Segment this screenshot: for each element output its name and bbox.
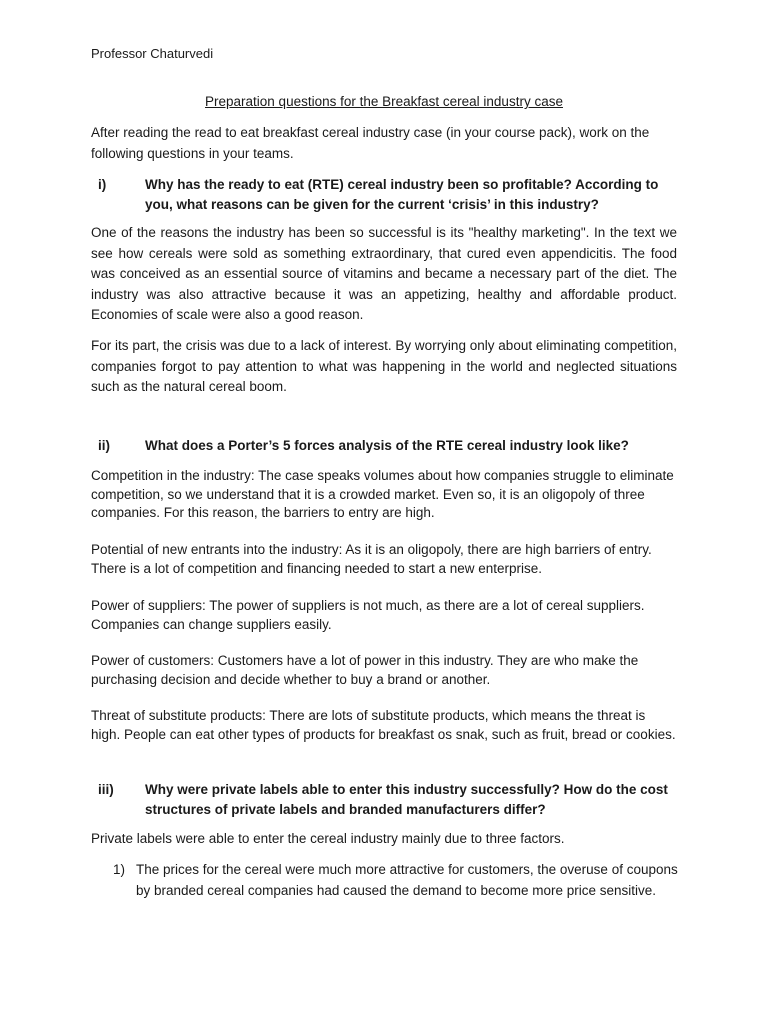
question-3 [98,780,678,820]
question-2-text: What does a Porter’s 5 forces analysis of the RTE cereal industry look like? [145,438,629,453]
list-item [113,859,678,901]
question-2-number: ii) [98,438,110,453]
porter-new-entrants: Potential of new entrants into the industry: As it is an oligopoly, there are high barriers of entry. There is a lot of competition and financing needed to start a new enterprise. [91,542,652,576]
intro-paragraph: After reading the read to eat breakfast cereal industry case (in your course pack), work on the following questions in your teams. [91,125,650,161]
answer-3-intro: Private labels were able to enter the cereal industry mainly due to three factors. [91,831,565,846]
porter-competition: Competition in the industry: The case speaks volumes about how companies struggle to eliminate competition, so we understand that it is a crowded market. Even so, it is an oligopoly of three companies. For this reason, the barriers to entry are high. [91,468,674,520]
porter-substitutes: Threat of substitute products: There are lots of substitute products, which means the threat is high. People can eat other types of products for breakfast os snak, such as fruit, bread or cookies. [91,708,676,742]
question-2 [98,436,678,456]
answer-1-paragraph-1: One of the reasons the industry has been so successful is its "healthy marketing". In the text we see how cereals were sold as something extraordinary, that cured even appendicitis. The food was conceived as an essential source of vitamins and became a necessary part of the diet. The industry was also attractive because it was an appetizing, healthy and affordable product. Economies of scale were also a good reason. [91,225,677,322]
answer-1-paragraph-2: For its part, the crisis was due to a lack of interest. By worrying only about eliminating competition, companies forgot to pay attention to what was happening in the world and neglected situations such as the natural cereal boom. [91,338,677,394]
list-item-text: The prices for the cereal were much more attractive for customers, the overuse of coupons by branded cereal companies had caused the demand to become more price sensitive. [136,862,678,898]
author-name: Professor Chaturvedi [91,46,214,61]
list-item-number: 1) [113,862,126,877]
question-1-text: Why has the ready to eat (RTE) cereal industry been so profitable? According to you, what reasons can be given for the current ‘crisis’ in this industry? [145,177,659,212]
question-1 [98,175,678,215]
question-3-number: iii) [98,782,114,797]
porter-customers: Power of customers: Customers have a lot of power in this industry. They are who make the purchasing decision and decide whether to buy a brand or another. [91,653,639,687]
porter-suppliers: Power of suppliers: The power of suppliers is not much, as there are a lot of cereal suppliers. Companies can change suppliers easily. [91,598,645,632]
question-3-text: Why were private labels able to enter this industry successfully? How do the cost structures of private labels and branded manufacturers differ? [145,782,668,817]
document-title: Preparation questions for the Breakfast cereal industry case [205,94,563,109]
question-1-number: i) [98,177,107,192]
